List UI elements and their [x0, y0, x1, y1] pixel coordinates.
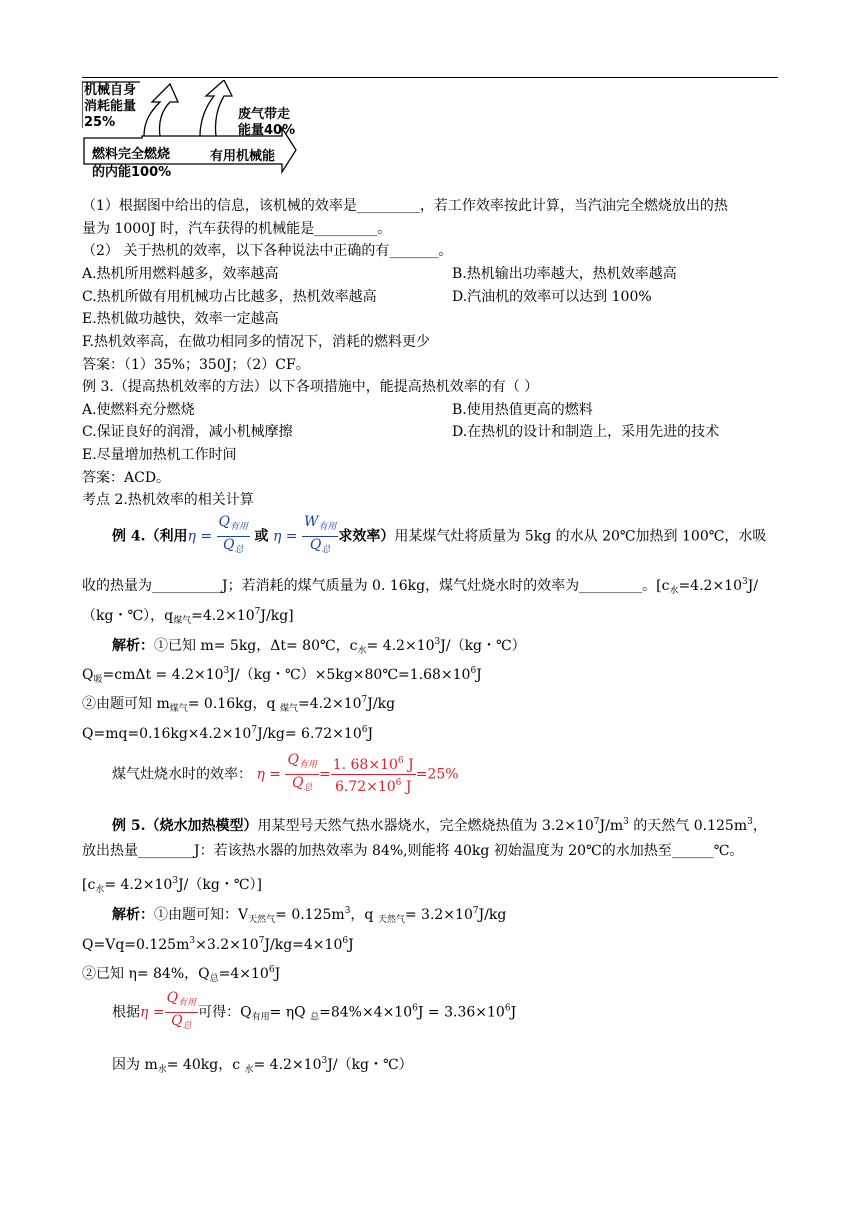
q2-option-b: B.热机输出功率越大，热机效率越高 [452, 266, 677, 282]
ex4-efficiency: 煤气灶烧水时的效率： η = $\frac{Q_{有用}}{Q_总}$ = $\frac{1. 68\times 10^6 J}{6.72\times 10^6 J}$ =25% [112, 752, 459, 795]
loss-arrow-2 [200, 80, 232, 136]
ex4-or: 或 [254, 528, 269, 545]
diagram-useful: 有用机械能 [210, 149, 276, 164]
energy-flow-diagram [82, 80, 312, 180]
diagram-exhaust-2: 能量40% [238, 123, 296, 138]
q1-line1: （1）根据图中给出的信息，该机械的效率是_________，若工作效率按此计算，当汽油完全燃烧放出的热 [82, 198, 728, 214]
ex3-option-d: D.在热机的设计和制造上，采用先进的技术 [452, 424, 720, 440]
example-3-question: 例 3.（提高热机效率的方法）以下各项措施中，能提高热机效率的有（ ） [82, 379, 539, 395]
ex3-option-a: A.使燃料充分燃烧 [82, 402, 195, 418]
key-point-2: 考点 2.热机效率的相关计算 [82, 492, 254, 508]
ex5-solution-2: $Q=Vq=0.125m^3\times 3.2\times 10^7J/kg=4\times 10^6J$ [82, 936, 354, 953]
ex3-option-c: C.保证良好的润滑，减小机械摩擦 [82, 424, 293, 440]
q1-line2: 量为 1000J 时，汽车获得的机械能是_________。 [82, 221, 392, 237]
ex4-solution-2: $Q_吸=cm\Delta t = 4.2\times 10^3J/(kg$・$℃)\times 5kg\times 80℃=1.68\times 10^6J$ [82, 666, 482, 685]
diagram-mech-loss-1: 机械自身 [84, 83, 137, 98]
ex4-solution-4: $Q=mq=0.16kg\times 4.2\times 10^7J/kg= 6.72\times 10^6J$ [82, 725, 374, 742]
q2-option-e: E.热机做功越快，效率一定越高 [82, 311, 279, 327]
answer-3: 答案：ACD。 [82, 470, 171, 486]
q2-option-c: C.热机所做有用机械功占比越多，热机效率越高 [82, 289, 377, 305]
ex5-solution-5: 因为 $m_水= 40kg$，c $_水= 4.2\times 10^3J/(kg$・℃） [112, 1056, 413, 1075]
ex4-formula-q: $\frac{Q_{有用}}{Q_总}$ [218, 514, 249, 555]
diagram-fuel-2: 的内能100% [92, 165, 172, 180]
ex5-line3: [$c_水= 4.2\times 10^3J/(kg$・℃）] [82, 876, 262, 895]
loss-arrow-1 [144, 84, 178, 136]
example-5-heading: 例 5.（烧水加热模型）用某型号天然气热水器烧水，完全燃烧热值为 $3.2\times 10^7J/m^3$ 的天然气 $0.125m^3$， [112, 817, 767, 834]
ex5-solution-3: ②已知 η= 84%，$Q_总=4\times 10^6J$ [82, 965, 281, 984]
ex5-line2: 放出热量________J：若该热水器的加热效率为 84%,则能将 40kg 初始温度为 20℃的水加热至______℃。 [82, 843, 744, 859]
ex4-line2: 收的热量为__________J；若消耗的煤气质量为 0. 16kg，煤气灶烧水时的效率为_________。[$c_水=4.2\times 10^3J/$ [82, 577, 759, 596]
ex4-formula-w: $\frac{W_{有用}}{Q_总}$ [303, 514, 337, 555]
ex4-solution-1: 解析：①已知 m= 5kg，Δt= 80℃，$c_水= 4.2\times 10^3J/(kg$・℃） [112, 637, 526, 656]
ex4-label-a: 例 4.（利用 [112, 528, 188, 545]
ex3-option-b: B.使用热值更高的燃料 [452, 402, 593, 418]
diagram-exhaust-1: 废气带走 [238, 107, 291, 122]
ex4-solution-3: ②由题可知 $m_{煤气}= 0.16kg$，q $_{煤气}=4.2\times 10^7J/kg$ [82, 695, 396, 714]
header-rule [82, 77, 778, 78]
q2-option-a: A.热机所用燃料越多，效率越高 [82, 266, 279, 282]
diagram-mech-loss-3: 25% [84, 115, 116, 130]
q2-option-d: D.汽油机的效率可以达到 100% [452, 289, 652, 305]
ex4-line3: （kg・℃），$q_{煤气}=4.2\times 10^7J/kg$] [82, 607, 294, 626]
ex4-text: 用某煤气灶将质量为 5kg 的水从 20℃加热到 100℃，水吸 [394, 528, 767, 545]
diagram-mech-loss-2: 消耗能量 [84, 99, 137, 114]
example-4-heading: 例 4.（利用η = $\frac{Q_{有用}}{Q_总}$ 或 η = $\frac{W_{有用}}{Q_总}$ 求效率）用某煤气灶将质量为 5kg 的水从 20℃加热到 100℃，水吸 [112, 514, 766, 554]
answer-1: 答案：（1）35%；350J；（2）CF。 [82, 357, 310, 373]
q2-question: （2） 关于热机的效率，以下各种说法中正确的有_______。 [82, 243, 453, 259]
q2-option-f: F.热机效率高，在做功相同多的情况下，消耗的燃料更少 [82, 334, 430, 350]
ex4-label-b: 求效率） [338, 528, 395, 545]
ex5-solution-4: 根据η = $\frac{Q_{有用}}{Q_总}$ 可得：$Q_{有用}= \eta Q$ $_总=84\%\times 4\times 10^6J = 3.36\times 10^6J$ [112, 990, 517, 1031]
ex3-option-e: E.尽量增加热机工作时间 [82, 447, 237, 463]
ex5-solution-1: 解析：①由题可知：$V_{天然气}= 0.125m^3$，q $_{天然气}= 3.2\times 10^7J/kg$ [112, 906, 507, 925]
diagram-fuel-1: 燃料完全燃烧 [92, 147, 171, 162]
